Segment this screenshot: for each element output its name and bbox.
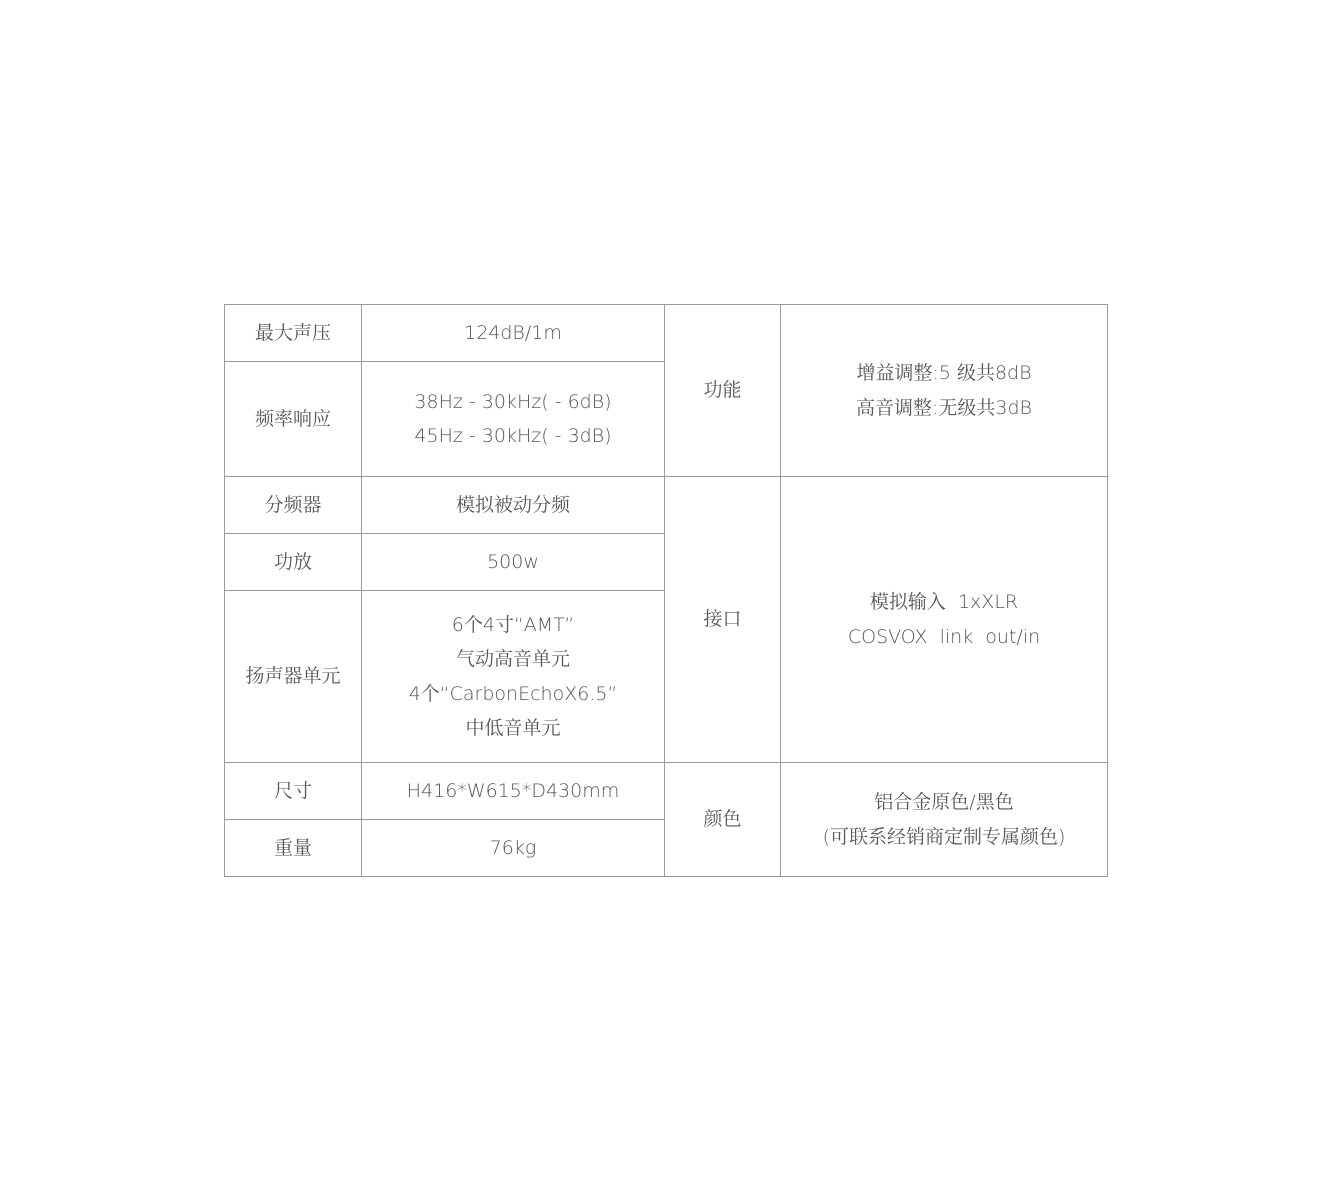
table-row	[225, 477, 1108, 534]
spec-value-crossover	[362, 477, 665, 534]
spec-value-line: 6个4寸“AMT”	[451, 613, 575, 636]
spec-value-line: (可联系经销商定制专属颜色)	[822, 825, 1066, 848]
spec-label-drivers: 扬声器单元	[225, 591, 362, 763]
spec-value-line: 38Hz - 30kHz( - 6dB)	[414, 390, 612, 413]
spec-value-line: 气动高音单元	[455, 648, 570, 670]
spec-value-line: 中低音单元	[465, 717, 561, 739]
spec-label-max-spl: 最大声压	[225, 305, 362, 362]
spec-label-amplifier: 功放	[225, 534, 362, 591]
spec-label-function: 功能	[665, 305, 781, 477]
table-row	[225, 763, 1108, 820]
table-row	[225, 305, 1108, 362]
spec-value-line: 45Hz - 30kHz( - 3dB)	[414, 425, 612, 447]
spec-value-line: 模拟输入 1xXLR	[869, 591, 1019, 613]
spec-value-weight	[362, 820, 665, 877]
spec-value-line: 124dB/1m	[464, 321, 562, 344]
spec-value-line: 4个“CarbonEchoX6.5”	[408, 682, 618, 705]
spec-value-line: 500w	[487, 550, 539, 573]
spec-label-crossover: 分频器	[225, 477, 362, 534]
spec-label-interface: 接口	[665, 477, 781, 763]
spec-value-line: 76kg	[489, 836, 537, 859]
spec-value-color	[781, 763, 1108, 877]
spec-label-color: 颜色	[665, 763, 781, 877]
spec-value-drivers	[362, 591, 665, 763]
spec-value-line: 高音调整:无级共3dB	[856, 396, 1032, 419]
spec-label-frequency-response: 频率响应	[225, 362, 362, 477]
spec-value-amplifier	[362, 534, 665, 591]
spec-value-dimensions	[362, 763, 665, 820]
spec-value-line: H416*W615*D430mm	[406, 779, 620, 802]
spec-value-frequency-response	[362, 362, 665, 477]
spec-table	[224, 304, 1108, 877]
spec-value-function	[781, 305, 1108, 477]
spec-value-max-spl	[362, 305, 665, 362]
spec-label-weight: 重量	[225, 820, 362, 877]
spec-value-line: 增益调整:5 级共8dB	[856, 362, 1032, 384]
spec-value-line: 铝合金原色/黑色	[874, 791, 1014, 813]
spec-value-line: 模拟被动分频	[455, 493, 570, 516]
spec-label-dimensions: 尺寸	[225, 763, 362, 820]
spec-value-interface	[781, 477, 1108, 763]
spec-value-line: COSVOX link out/in	[847, 625, 1041, 648]
